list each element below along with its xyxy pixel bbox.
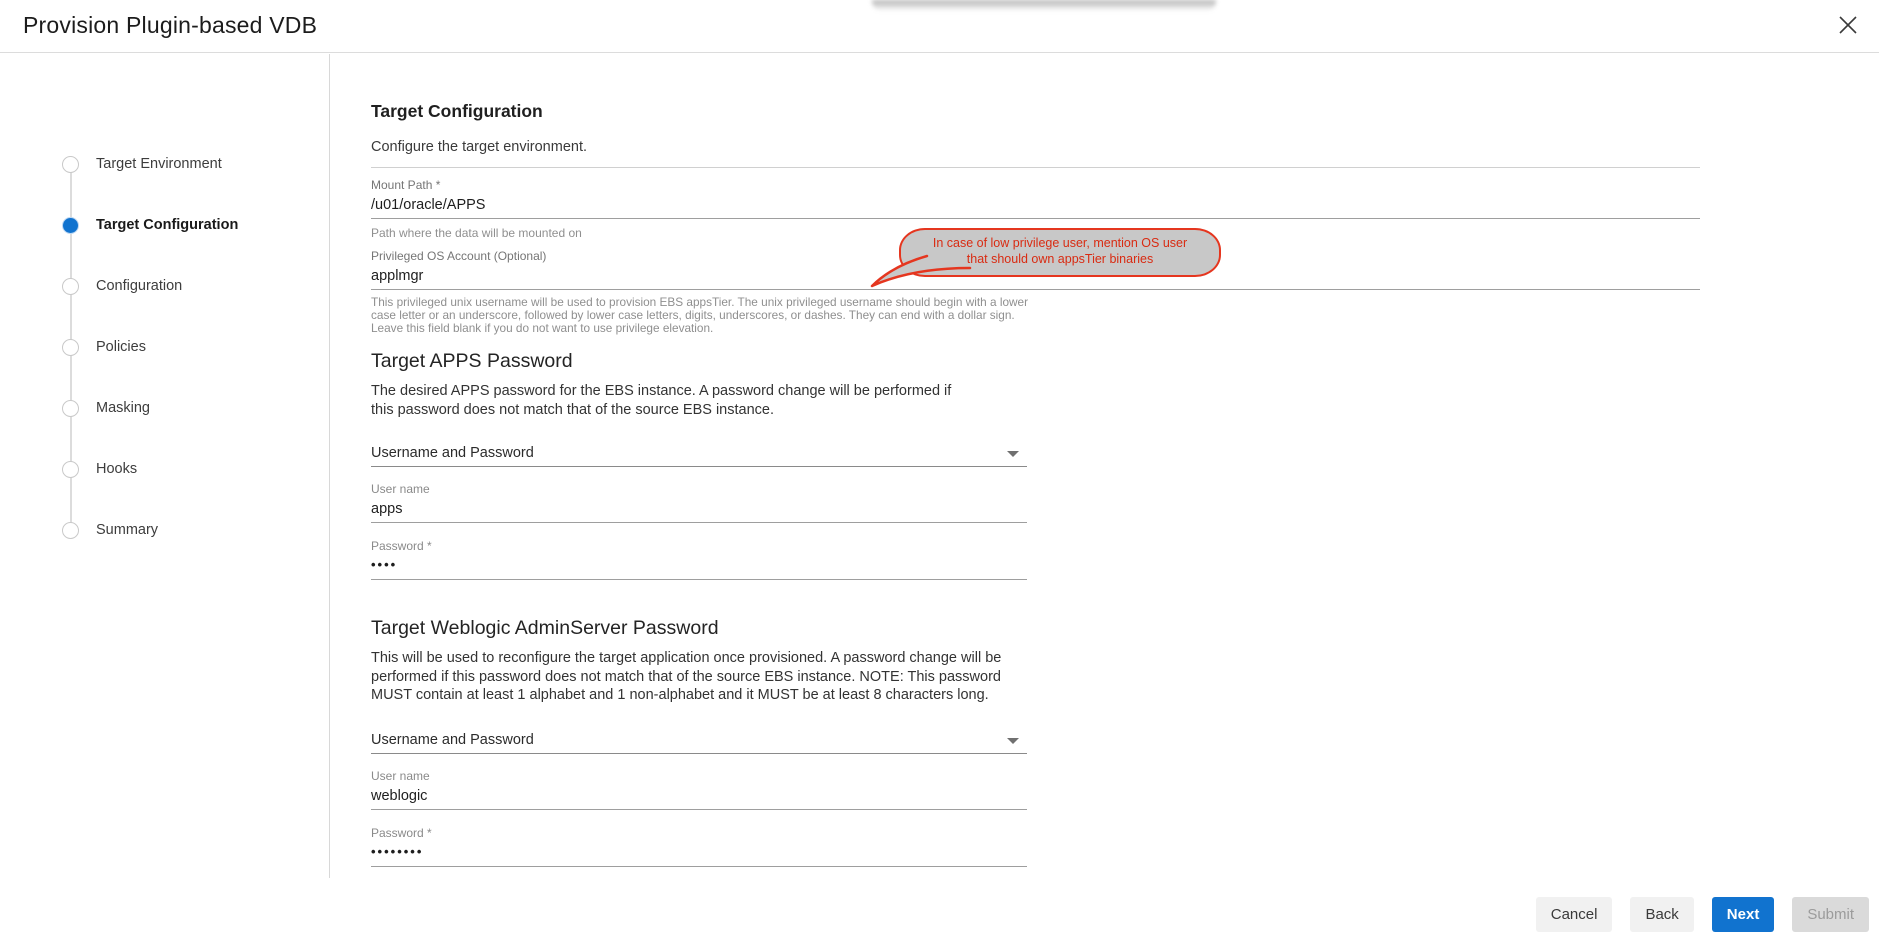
weblogic-credential-type-select[interactable] <box>371 732 1027 754</box>
privileged-os-account-label: Privileged OS Account (Optional) <box>371 249 547 263</box>
mount-path-helper: Path where the data will be mounted on <box>371 226 582 240</box>
annotation-line-2: that should own appsTier binaries <box>966 251 1154 266</box>
next-button[interactable]: Next <box>1712 897 1775 932</box>
step-circle-icon <box>62 461 79 478</box>
close-icon <box>1837 14 1859 36</box>
weblogic-password-input[interactable]: •••••••• <box>371 845 1027 867</box>
back-button[interactable]: Back <box>1630 897 1693 932</box>
step-label: Configuration <box>96 278 183 294</box>
weblogic-password-label: Password * <box>371 825 432 840</box>
stepper-step-policies[interactable] <box>0 335 330 359</box>
stepper-step-summary[interactable] <box>0 518 330 542</box>
step-label: Masking <box>96 400 150 416</box>
stepper-step-masking[interactable] <box>0 396 330 420</box>
step-circle-icon <box>62 400 79 417</box>
step-label: Target Environment <box>96 156 222 172</box>
stepper-step-target-environment[interactable] <box>0 152 330 176</box>
cancel-button[interactable]: Cancel <box>1536 897 1613 932</box>
apps-credential-type-select[interactable] <box>371 445 1027 467</box>
privileged-os-account-input[interactable]: applmgr <box>371 268 1700 290</box>
section-heading: Target Configuration <box>371 101 543 121</box>
stepper-step-target-configuration[interactable] <box>0 213 330 237</box>
mount-path-input[interactable]: /u01/oracle/APPS <box>371 197 1700 219</box>
weblogic-password-title: Target Weblogic AdminServer Password <box>371 617 719 639</box>
section-subheading: Configure the target environment. <box>371 139 588 155</box>
section-divider <box>371 167 1700 168</box>
target-configuration-panel <box>371 54 1711 867</box>
step-circle-icon <box>62 278 79 295</box>
step-circle-icon <box>62 522 79 539</box>
step-label: Target Configuration <box>96 217 239 233</box>
chevron-down-icon <box>1007 451 1019 457</box>
submit-button[interactable]: Submit <box>1792 897 1869 932</box>
chevron-down-icon <box>1007 738 1019 744</box>
step-circle-icon <box>62 156 79 173</box>
dialog-title: Provision Plugin-based VDB <box>23 12 318 38</box>
privileged-os-account-helper: This privileged unix username will be used to provision EBS appsTier. The unix privileged username should begin with a lower case letter or an underscore, followed by lower case letters, digits, underscores, or dashes. They can end with a dollar sign. Leave this field blank if you do not want to use privilege elevation. <box>371 295 1029 335</box>
annotation-line-1: In case of low privilege user, mention OS user <box>932 236 1188 250</box>
top-shadow-artifact <box>872 0 1216 11</box>
apps-username-input[interactable]: apps <box>371 501 1027 523</box>
stepper-step-hooks[interactable] <box>0 457 330 481</box>
apps-password-title: Target APPS Password <box>371 350 573 372</box>
weblogic-username-label: User name <box>371 768 430 783</box>
weblogic-username-input[interactable]: weblogic <box>371 788 1027 810</box>
wizard-footer <box>1536 897 1869 932</box>
weblogic-password-description: This will be used to reconfigure the target application once provisioned. A password change will be performed if this password does not match that of the source EBS instance. NOTE: This password MUST contain at least 1 alphabet and 1 non-alphabet and it MUST be at least 8 characters long. <box>371 650 1002 703</box>
step-circle-icon <box>62 339 79 356</box>
apps-password-description: The desired APPS password for the EBS instance. A password change will be performed if this password does not match that of the source EBS instance. <box>371 383 952 418</box>
wizard-stepper <box>0 54 330 878</box>
apps-username-label: User name <box>371 482 430 496</box>
apps-password-label: Password * <box>371 539 432 553</box>
annotation-bubble-tail <box>852 250 976 290</box>
close-button[interactable] <box>1833 10 1863 40</box>
apps-password-input[interactable]: •••• <box>371 558 1027 580</box>
weblogic-credential-type-value: Username and Password <box>371 731 534 748</box>
step-label: Summary <box>96 522 159 538</box>
step-label: Policies <box>96 339 146 355</box>
step-label: Hooks <box>96 461 138 477</box>
step-circle-active-icon <box>62 217 79 234</box>
stepper-step-configuration[interactable] <box>0 274 330 298</box>
mount-path-label: Mount Path * <box>371 178 441 192</box>
apps-credential-type-value: Username and Password <box>371 445 534 461</box>
